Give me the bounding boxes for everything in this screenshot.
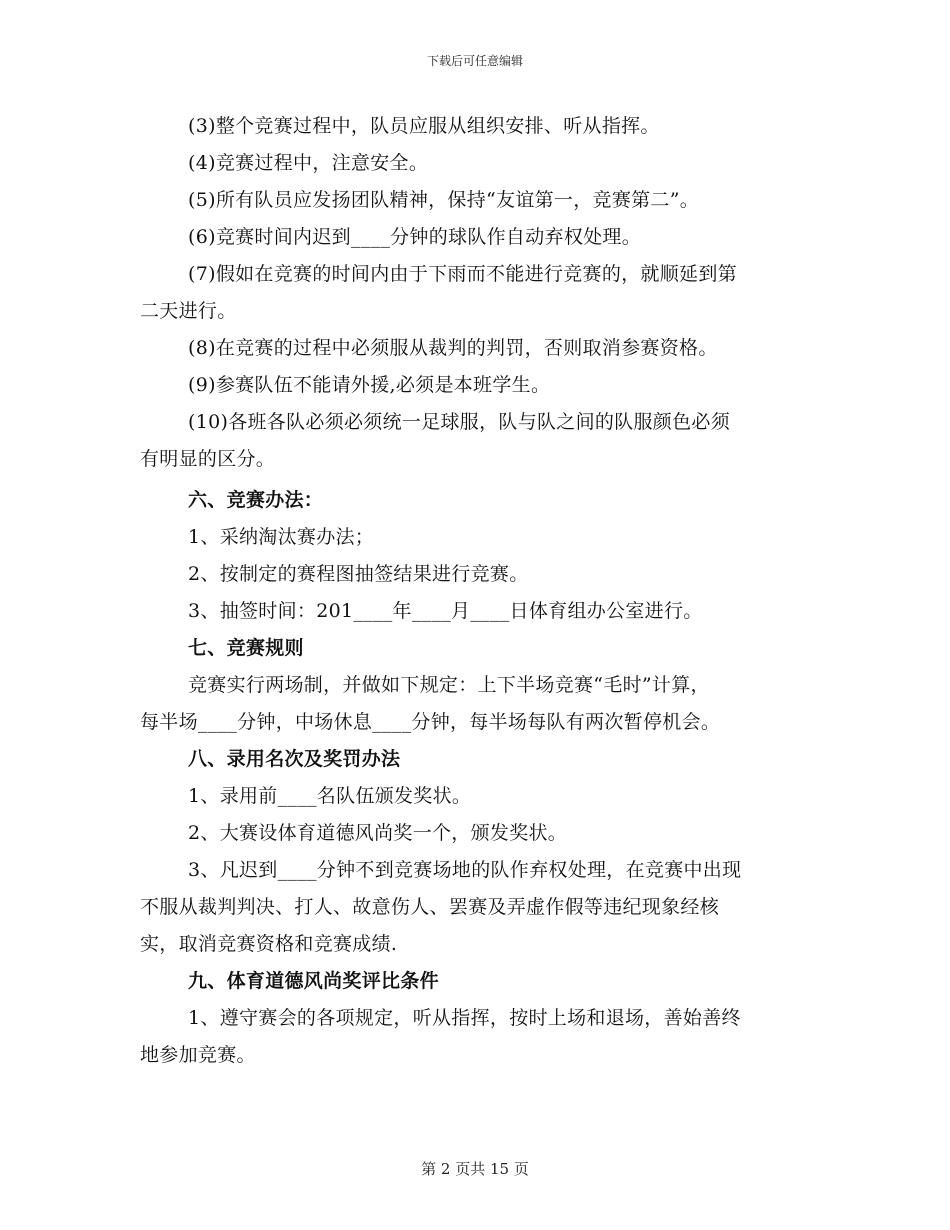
award-3-cont-2: 实，取消竞赛资格和竞赛成绩. bbox=[140, 933, 398, 955]
rule-10: (10)各班各队必须必须统一足球服，队与队之间的队服颜色必须 bbox=[188, 411, 731, 433]
method-1: 1、采纳淘汰赛办法； bbox=[188, 526, 375, 548]
rule-9: (9)参赛队伍不能请外援,必须是本班学生。 bbox=[188, 374, 551, 396]
condition-1: 1、遵守赛会的各项规定，听从指挥，按时上场和退场，善始善终 bbox=[188, 1007, 741, 1029]
rules-paragraph: 竞赛实行两场制，并做如下规定：上下半场竞赛“毛时”计算， bbox=[188, 674, 710, 696]
award-3-cont-1: 不服从裁判判决、打人、故意伤人、罢赛及弄虚作假等违纪现象经核 bbox=[140, 896, 720, 918]
section-heading-7: 七、竞赛规则 bbox=[188, 637, 304, 659]
document-body bbox=[140, 108, 808, 1074]
rule-6: (6)竞赛时间内迟到____分钟的球队作自动弃权处理。 bbox=[188, 226, 642, 248]
condition-1-cont: 地参加竞赛。 bbox=[140, 1044, 256, 1066]
rule-3: (3)整个竞赛过程中，队员应服从组织安排、听从指挥。 bbox=[188, 115, 660, 137]
rules-paragraph-cont: 每半场____分钟，中场休息____分钟，每半场每队有两次暂停机会。 bbox=[140, 711, 721, 733]
method-3: 3、抽签时间：201____年____月____日体育组办公室进行。 bbox=[188, 600, 703, 622]
section-heading-6: 六、竞赛办法： bbox=[188, 489, 324, 511]
award-1: 1、录用前____名队伍颁发奖状。 bbox=[188, 785, 472, 807]
method-2: 2、按制定的赛程图抽签结果进行竞赛。 bbox=[188, 563, 529, 585]
rule-5: (5)所有队员应发扬团队精神，保持“友谊第一，竞赛第二”。 bbox=[188, 189, 700, 211]
section-heading-8: 八、录用名次及奖罚办法 bbox=[188, 748, 401, 770]
rule-10-cont: 有明显的区分。 bbox=[140, 448, 276, 470]
rule-8: (8)在竞赛的过程中必须服从裁判的判罚，否则取消参赛资格。 bbox=[188, 337, 718, 359]
page-header: 下载后可任意编辑 bbox=[426, 54, 523, 68]
award-3: 3、凡迟到____分钟不到竞赛场地的队作弃权处理，在竞赛中出现 bbox=[188, 859, 742, 881]
rule-7-cont: 二天进行。 bbox=[140, 300, 237, 322]
page-footer: 第 2 页共 15 页 bbox=[421, 1160, 529, 1178]
rule-4: (4)竞赛过程中，注意安全。 bbox=[188, 152, 429, 174]
award-2: 2、大赛设体育道德风尚奖一个，颁发奖状。 bbox=[188, 822, 568, 844]
section-heading-9: 九、体育道德风尚奖评比条件 bbox=[188, 970, 439, 992]
rule-7: (7)假如在竞赛的时间内由于下雨而不能进行竞赛的，就顺延到第 bbox=[188, 263, 737, 285]
